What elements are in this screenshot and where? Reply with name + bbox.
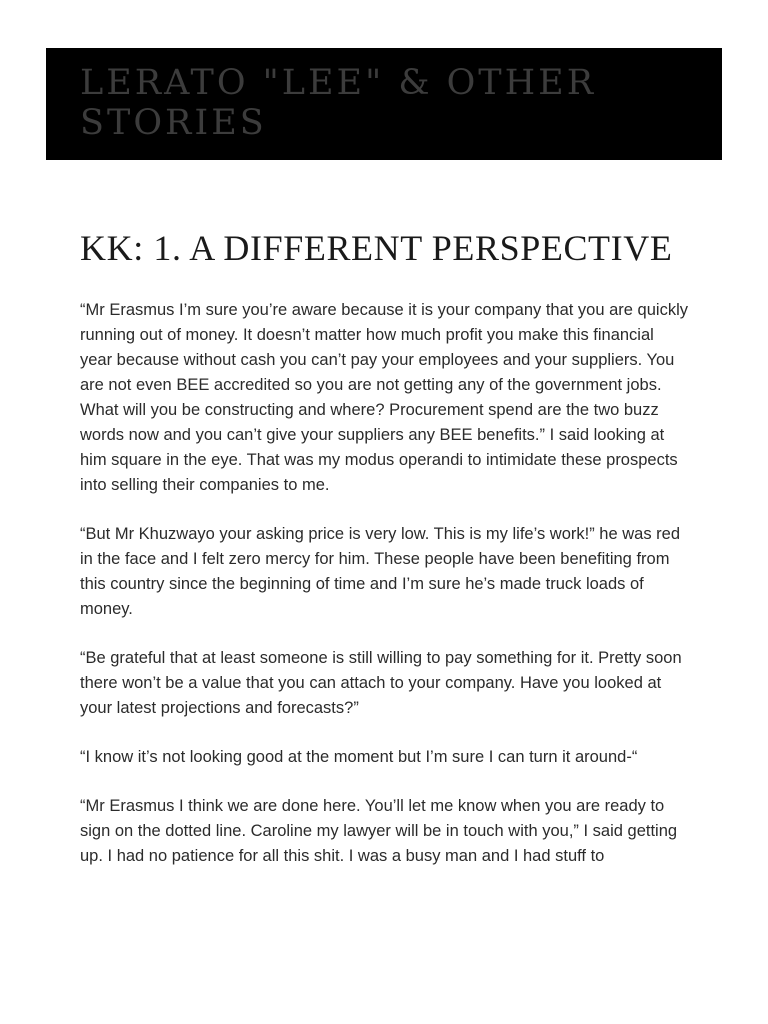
site-header: [46, 48, 722, 160]
post-paragraph: “Mr Erasmus I think we are done here. You’ll let me know when you are ready to sign on the dotted line. Caroline my lawyer will be in touch with you,” I said getting up. I had no patience for all this shit. I was a busy man and I had stuff to: [80, 797, 678, 865]
post-paragraph: “I know it’s not looking good at the moment but I’m sure I can turn it around-“: [80, 748, 638, 766]
site-title[interactable]: LERATO "LEE" & OTHER STORIES: [80, 63, 597, 143]
post-paragraph: “Mr Erasmus I’m sure you’re aware because it is your company that you are quickly running out of money. It doesn’t matter how much profit you make this financial year because without cash you can’t pay your employees and your suppliers. You are not even BEE accredited so you are not getting any of the government jobs. What will you be constructing and where? Procurement spend are the two buzz words now and you can’t give your suppliers any BEE benefits.” I said looking at him square in the eye. That was my modus operandi to intimidate these prospects into selling their companies to me.: [80, 301, 688, 494]
post-title: KK: 1. A DIFFERENT PERSPECTIVE: [80, 228, 673, 268]
post-article: [80, 227, 688, 893]
post-paragraph: “Be grateful that at least someone is still willing to pay something for it. Pretty soon there won’t be a value that you can attach to your company. Have you looked at your latest projections and forecasts?”: [80, 649, 682, 717]
post-body: [80, 298, 688, 869]
post-paragraph: “But Mr Khuzwayo your asking price is very low. This is my life’s work!” he was red in the face and I felt zero mercy for him. These people have been benefiting from this country since the beginning of time and I’m sure he’s made truck loads of money.: [80, 525, 681, 618]
